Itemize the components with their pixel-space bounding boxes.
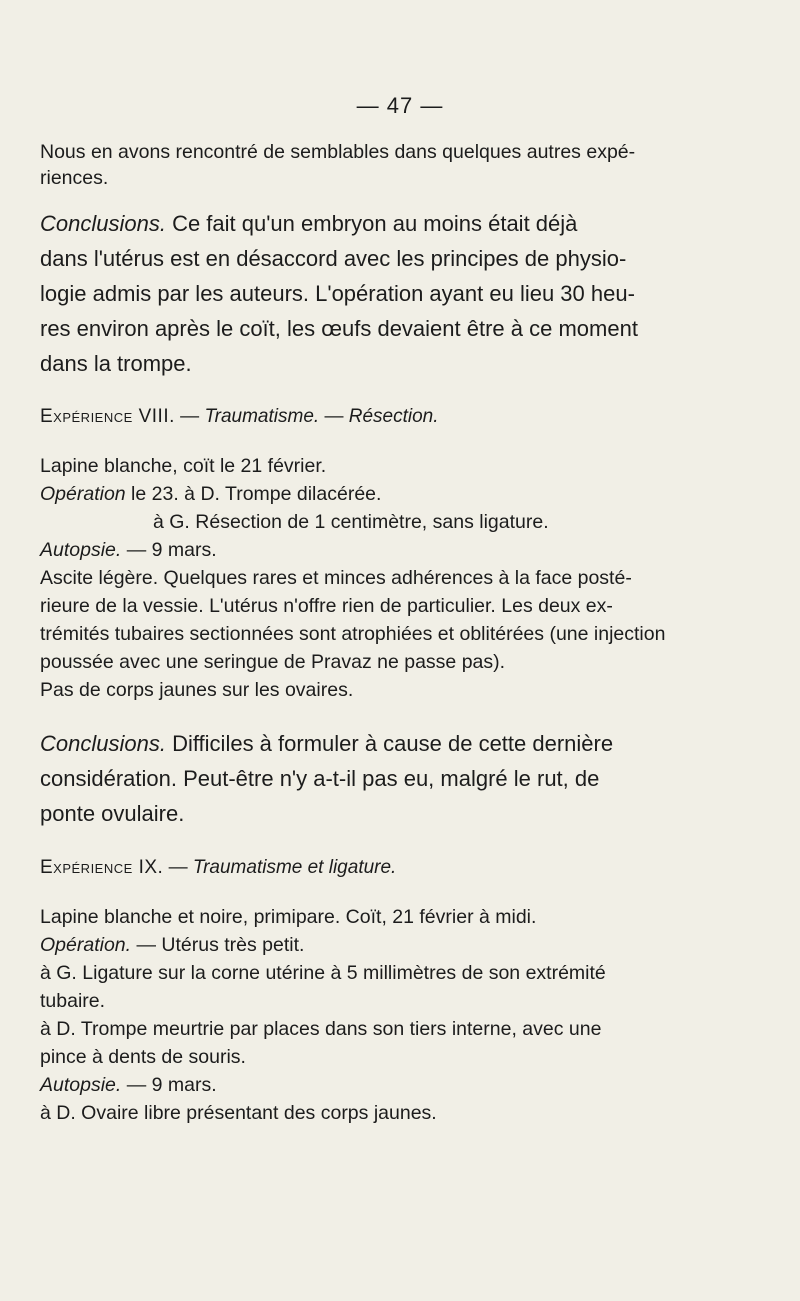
text-line: considération. Peut-être n'y a-t-il pas eu, malgré le rut, de: [40, 766, 600, 791]
text-line: à D. Ovaire libre présentant des corps jaunes.: [40, 1102, 437, 1124]
text-span: le 23. à D. Trompe dilacérée.: [125, 483, 382, 505]
text-line: [40, 565, 761, 591]
text-span: —: [163, 857, 193, 878]
conclusions-paragraph-line: [40, 209, 577, 239]
text-line: [40, 621, 761, 647]
operation-label: Opération: [40, 483, 126, 505]
text-span: —: [319, 406, 349, 427]
text-line: [40, 481, 381, 507]
conclusions-label: Conclusions.: [40, 731, 166, 756]
text-line: tubaire.: [40, 990, 106, 1012]
experience-subtitle: Traumatisme.: [204, 406, 320, 427]
conclusions-label: Conclusions.: [40, 211, 166, 236]
text-line-content: Nous en avons rencontré de semblables dans quelques autres expé-: [40, 141, 636, 163]
text-line-content: trémités tubaires sectionnées sont atrophiées et oblitérées (une injection: [40, 623, 666, 645]
autopsie-label: Autopsie.: [40, 1074, 122, 1096]
experience-subtitle: Résection.: [348, 406, 439, 427]
text-span: Difficiles à formuler à cause de cette dernière: [165, 731, 614, 756]
conclusions-paragraph-line: [40, 729, 613, 759]
text-line: logie admis par les auteurs. L'opération ayant eu lieu 30 heu-: [40, 281, 635, 306]
text-line-content: à G. Ligature sur la corne utérine à 5 millimètres de son extrémité: [40, 962, 606, 984]
text-line-content: rieure de la vessie. L'utérus n'offre rien de particulier. Les deux ex-: [40, 595, 613, 617]
text-line-content: à D. Trompe meurtrie par places dans son tiers interne, avec une: [40, 1018, 602, 1040]
text-line: [40, 1016, 761, 1042]
text-line: riences.: [40, 167, 109, 189]
text-line: [40, 960, 761, 986]
page-number: — 47 —: [356, 93, 444, 118]
section-heading: [40, 404, 439, 430]
text-span: Ce fait qu'un embryon au moins était déjà: [165, 211, 578, 236]
text-line: poussée avec une seringue de Pravaz ne passe pas).: [40, 651, 506, 673]
experience-subtitle: Traumatisme et ligature.: [192, 857, 397, 878]
experience-title: Expérience VIII.: [40, 406, 175, 427]
text-line: pince à dents de souris.: [40, 1046, 246, 1068]
text-line: res environ après le coït, les œufs devaient être à ce moment: [40, 316, 638, 341]
text-line: Lapine blanche, coït le 21 février.: [40, 455, 327, 477]
text-line: [40, 1072, 217, 1098]
operation-label: Opération.: [40, 934, 132, 956]
text-line: [40, 593, 761, 619]
text-line: dans la trompe.: [40, 351, 192, 376]
autopsie-label: Autopsie.: [40, 539, 122, 561]
text-line: ponte ovulaire.: [40, 801, 185, 826]
text-line: Pas de corps jaunes sur les ovaires.: [40, 679, 354, 701]
text-line-content: Ascite légère. Quelques rares et minces adhérences à la face posté-: [40, 567, 632, 589]
text-span: — Utérus très petit.: [131, 934, 305, 956]
text-line: dans l'utérus est en désaccord avec les principes de physio-: [40, 246, 627, 271]
text-line: [40, 932, 304, 958]
text-span: — 9 mars.: [121, 1074, 217, 1096]
text-span: — 9 mars.: [121, 539, 217, 561]
text-line: [40, 537, 217, 563]
text-line: à G. Résection de 1 centimètre, sans ligature.: [153, 511, 549, 533]
section-heading: [40, 855, 396, 881]
experience-title: Expérience IX.: [40, 857, 164, 878]
text-span: —: [174, 406, 205, 427]
text-line: Lapine blanche et noire, primipare. Coït, 21 février à midi.: [40, 906, 537, 928]
text-line: [40, 139, 761, 165]
